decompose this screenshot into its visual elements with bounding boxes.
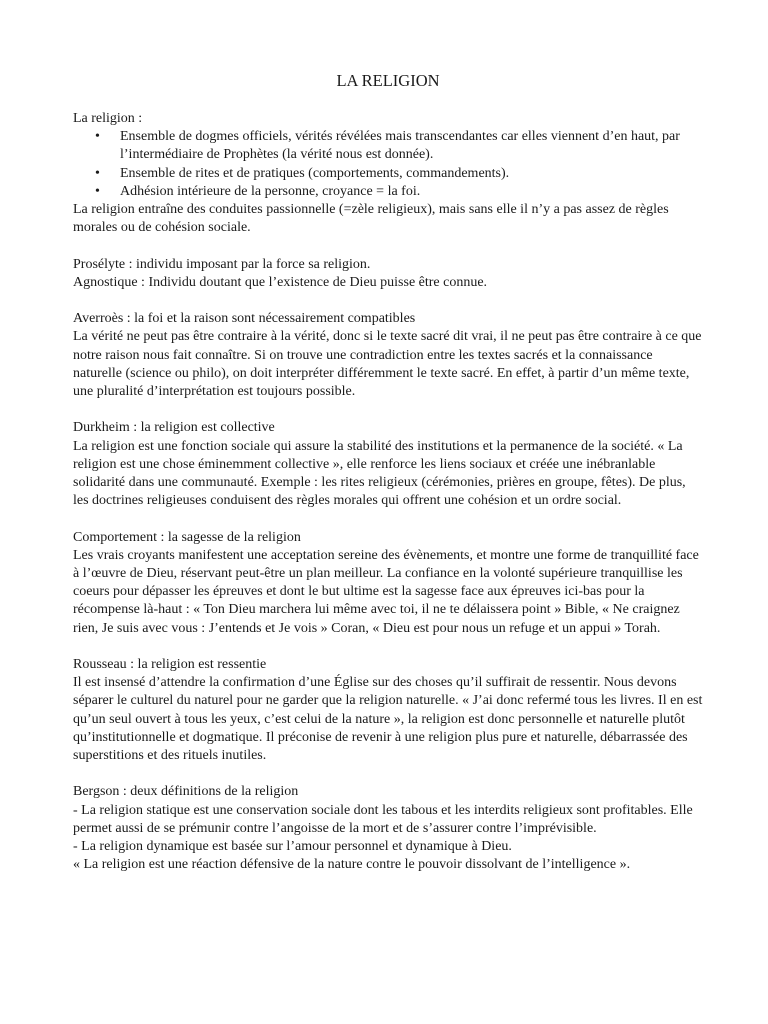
document-body [73, 110, 703, 874]
section-heading: Averroès : la foi et la raison sont nécessairement compatibles [73, 311, 416, 327]
section-heading: Rousseau : la religion est ressentie [73, 657, 267, 673]
bergson-statique: - La religion statique est une conservation sociale dont les tabous et les interdits religieux sont profitables. Elle permet aussi de se prémunir contre l’angoisse de la mort et de s’assurer contre l’imprévisible. [73, 802, 693, 836]
paragraph-spacer [73, 292, 703, 310]
section-durkheim [73, 419, 703, 510]
list-item [73, 128, 703, 164]
section-rousseau [73, 656, 703, 765]
section-comportement [73, 529, 703, 638]
section-body: Il est insensé d’attendre la confirmation d’une Église sur des choses qu’il suffirait de ressentir. Nous devons séparer le culturel du naturel pour ne garder que la religion naturelle. « J’ai donc refermé tous les livres. Il en est qu’un seul ouvert à tous les yeux, c’est celui de la nature », la religion est donc personnelle et naturelle plutôt qu’institutionnelle et dogmatique. Il préconise de revenir à une religion plus pure et naturelle, débarrassée des superstitions et des rituels inutiles. [73, 675, 703, 764]
list-item [73, 183, 703, 201]
bullet-icon: • [95, 183, 100, 199]
definition-agnostique: Agnostique : Individu doutant que l’existence de Dieu puisse être connue. [73, 274, 488, 290]
definition-proselyte: Prosélyte : individu imposant par la force sa religion. [73, 256, 371, 272]
paragraph-spacer [73, 638, 703, 656]
bergson-citation: « La religion est une réaction défensive de la nature contre le pouvoir dissolvant de l’intelligence ». [73, 857, 631, 873]
bergson-dynamique: - La religion dynamique est basée sur l’amour personnel et dynamique à Dieu. [73, 839, 512, 855]
section-body: Les vrais croyants manifestent une acceptation sereine des évènements, et montre une forme de tranquillité face à l’œuvre de Dieu, réservant peut-être un plan meilleur. La confiance en la volonté supérieure tranquillise les coeurs pour dépasser les épreuves et dont le but ultime est la sagesse face aux épreuves ici-bas pour la récompense là-haut : « Ton Dieu marchera lui même avec toi, il ne te délaissera point » Bible, « Ne craignez rien, Je suis avec vous : J’entends et Je vois » Coran, « Dieu est pour nous un refuge et un appui » Torah. [73, 547, 699, 636]
section-body: La vérité ne peut pas être contraire à la vérité, donc si le texte sacré dit vrai, il ne peut pas être contraire à ce que notre raison nous fait connaître. Si on trouve une contradiction entre les textes sacrés et la connaissance naturelle (science ou philo), on doit interpréter différemment le texte sacré. En effet, à partir d’un même texte, une pluralité d’interprétation est toujours possible. [73, 329, 702, 400]
bullet-icon: • [95, 165, 100, 181]
section-definitions [73, 256, 703, 292]
intro-bullet-list [73, 128, 703, 201]
bullet-icon: • [95, 129, 100, 145]
section-heading: Bergson : deux définitions de la religion [73, 784, 299, 800]
paragraph-spacer [73, 765, 703, 783]
section-body: La religion est une fonction sociale qui assure la stabilité des institutions et la permanence de la société. « La religion est une chose éminemment collective », elle renforce les liens sociaux et créée une inébranlable solidarité dans une communauté. Exemple : les rites religieux (cérémonies, prières en groupe, fêtes). De plus, les doctrines religieuses conduisent des règles morales qui offrent une cohésion et un ordre social. [73, 438, 686, 509]
section-intro [73, 110, 703, 237]
list-item-text: Ensemble de dogmes officiels, vérités révélées mais transcendantes car elles viennent d’en haut, par l’intermédiaire de Prophètes (la vérité nous est donnée). [120, 129, 680, 163]
paragraph-spacer [73, 237, 703, 255]
page-title: LA RELIGION [336, 71, 440, 90]
list-item-text: Adhésion intérieure de la personne, croyance = la foi. [120, 183, 421, 199]
list-item-text: Ensemble de rites et de pratiques (comportements, commandements). [120, 165, 510, 181]
section-heading: Comportement : la sagesse de la religion [73, 529, 301, 545]
section-averroes [73, 310, 703, 401]
intro-conclusion: La religion entraîne des conduites passionnelle (=zèle religieux), mais sans elle il n’y a pas assez de règles morales ou de cohésion sociale. [73, 202, 669, 236]
list-item [73, 165, 703, 183]
section-bergson [73, 783, 703, 874]
section-heading: Durkheim : la religion est collective [73, 420, 275, 436]
paragraph-spacer [73, 510, 703, 528]
paragraph-spacer [73, 401, 703, 419]
intro-heading: La religion : [73, 111, 143, 126]
